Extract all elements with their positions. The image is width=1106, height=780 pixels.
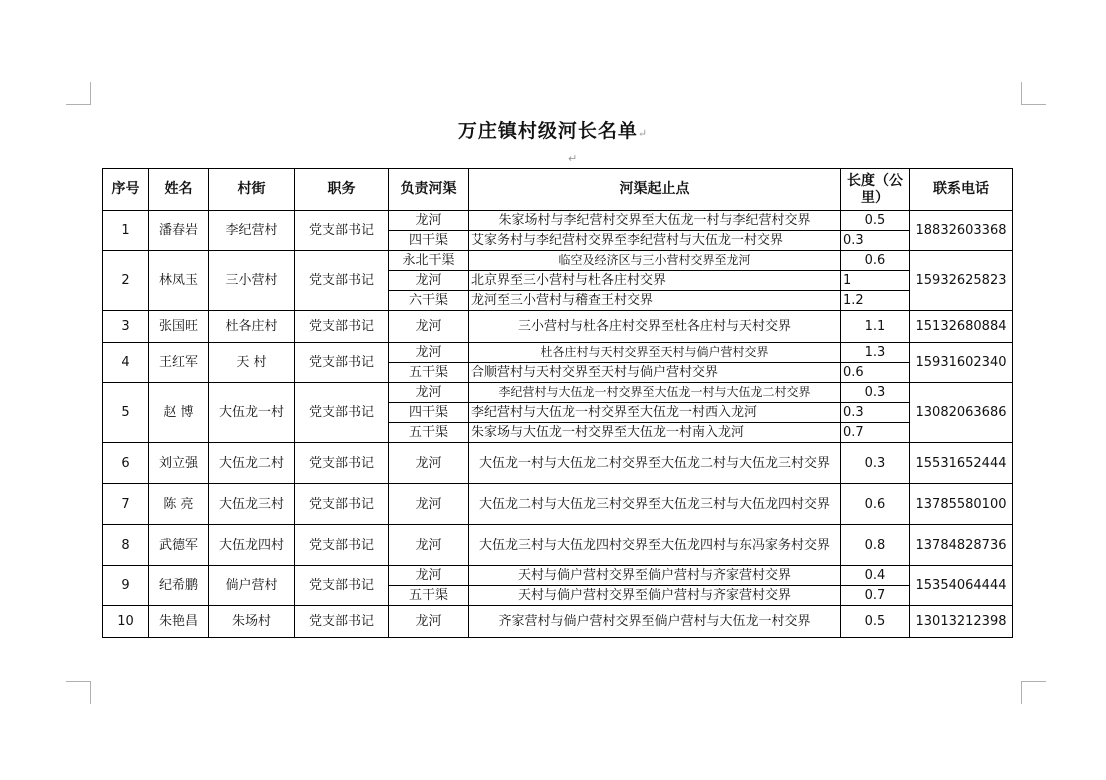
cell-span: 李纪营村与大伍龙一村交界至大伍龙一村与大伍龙二村交界 (469, 383, 841, 403)
table-row (103, 251, 1013, 271)
cell-span: 大伍龙二村与大伍龙三村交界至大伍龙三村与大伍龙四村交界 (469, 484, 841, 525)
cell-position: 党支部书记 (295, 383, 389, 443)
cell-length: 0.7 (841, 586, 910, 606)
cell-position: 党支部书记 (295, 606, 389, 638)
cell-span: 朱家场与大伍龙一村交界至大伍龙一村南入龙河 (469, 423, 841, 443)
cell-phone: 13785580100 (910, 484, 1013, 525)
table-row (103, 525, 1013, 566)
cell-span: 大伍龙一村与大伍龙二村交界至大伍龙二村与大伍龙三村交界 (469, 443, 841, 484)
cell-name: 赵 博 (149, 383, 209, 443)
cell-name: 纪希鹏 (149, 566, 209, 606)
cell-phone: 18832603368 (910, 211, 1013, 251)
cell-position: 党支部书记 (295, 211, 389, 251)
cell-span: 艾家务村与李纪营村交界至李纪营村与大伍龙一村交界 (469, 231, 841, 251)
cell-position: 党支部书记 (295, 251, 389, 311)
header-span: 河渠起止点 (469, 169, 841, 211)
crop-mark-bottom-left (66, 681, 91, 704)
cell-name: 朱艳昌 (149, 606, 209, 638)
cell-river: 龙河 (389, 271, 469, 291)
table-row (103, 211, 1013, 231)
table-row (103, 443, 1013, 484)
crop-mark-bottom-right (1021, 681, 1046, 704)
cell-river: 六干渠 (389, 291, 469, 311)
cell-position: 党支部书记 (295, 484, 389, 525)
cell-phone: 15132680884 (910, 311, 1013, 343)
cell-span: 天村与倘户营村交界至倘户营村与齐家营村交界 (469, 586, 841, 606)
cell-river: 龙河 (389, 566, 469, 586)
header-phone: 联系电话 (910, 169, 1013, 211)
cell-river: 五干渠 (389, 423, 469, 443)
cell-index: 3 (103, 311, 149, 343)
cell-length: 0.3 (841, 403, 910, 423)
table-row (103, 566, 1013, 586)
cell-span: 合顺营村与天村交界至天村与倘户营村交界 (469, 363, 841, 383)
crop-mark-top-left (66, 82, 91, 105)
table-header-row (103, 169, 1013, 211)
cell-village: 大伍龙三村 (209, 484, 295, 525)
cell-name: 陈 亮 (149, 484, 209, 525)
cell-phone: 13784828736 (910, 525, 1013, 566)
cell-position: 党支部书记 (295, 566, 389, 606)
cell-index: 8 (103, 525, 149, 566)
cell-index: 10 (103, 606, 149, 638)
cell-name: 刘立强 (149, 443, 209, 484)
cell-index: 6 (103, 443, 149, 484)
cell-name: 武德军 (149, 525, 209, 566)
cell-index: 4 (103, 343, 149, 383)
cell-phone: 15531652444 (910, 443, 1013, 484)
cell-river: 永北干渠 (389, 251, 469, 271)
cell-length: 0.6 (841, 484, 910, 525)
cell-length: 0.4 (841, 566, 910, 586)
cell-length: 0.5 (841, 211, 910, 231)
paragraph-mark-icon: ↵ (568, 152, 578, 165)
cell-river: 龙河 (389, 606, 469, 638)
cell-position: 党支部书记 (295, 525, 389, 566)
cell-span: 龙河至三小营村与稽查王村交界 (469, 291, 841, 311)
cell-river: 四干渠 (389, 403, 469, 423)
cell-river: 龙河 (389, 311, 469, 343)
cell-name: 王红军 (149, 343, 209, 383)
document-title-line (0, 116, 1106, 143)
table-row (103, 606, 1013, 638)
cell-river: 龙河 (389, 343, 469, 363)
cell-river: 五干渠 (389, 363, 469, 383)
cell-village: 大伍龙二村 (209, 443, 295, 484)
cell-span: 大伍龙三村与大伍龙四村交界至大伍龙四村与东冯家务村交界 (469, 525, 841, 566)
cell-index: 7 (103, 484, 149, 525)
cell-village: 三小营村 (209, 251, 295, 311)
header-name: 姓名 (149, 169, 209, 211)
cell-length: 0.7 (841, 423, 910, 443)
crop-mark-top-right (1021, 82, 1046, 105)
cell-phone: 15931602340 (910, 343, 1013, 383)
cell-village: 倘户营村 (209, 566, 295, 606)
cell-phone: 13082063686 (910, 383, 1013, 443)
cell-village: 朱场村 (209, 606, 295, 638)
table-row (103, 311, 1013, 343)
cell-phone: 15932625823 (910, 251, 1013, 311)
cell-span: 临空及经济区与三小营村交界至龙河 (469, 251, 841, 271)
cell-index: 1 (103, 211, 149, 251)
cell-length: 0.3 (841, 383, 910, 403)
cell-position: 党支部书记 (295, 343, 389, 383)
cell-river: 龙河 (389, 484, 469, 525)
cell-span: 北京界至三小营村与杜各庄村交界 (469, 271, 841, 291)
cell-length: 0.5 (841, 606, 910, 638)
cell-index: 2 (103, 251, 149, 311)
cell-river: 龙河 (389, 383, 469, 403)
cell-length: 0.6 (841, 363, 910, 383)
cell-position: 党支部书记 (295, 311, 389, 343)
cell-village: 大伍龙四村 (209, 525, 295, 566)
cell-span: 朱家场村与李纪营村交界至大伍龙一村与李纪营村交界 (469, 211, 841, 231)
table-row (103, 383, 1013, 403)
cell-name: 林凤玉 (149, 251, 209, 311)
cell-span: 李纪营村与大伍龙一村交界至大伍龙一村西入龙河 (469, 403, 841, 423)
paragraph-mark-icon: ↵ (637, 127, 649, 140)
cell-index: 5 (103, 383, 149, 443)
cell-span: 杜各庄村与天村交界至天村与倘户营村交界 (469, 343, 841, 363)
cell-span: 天村与倘户营村交界至倘户营村与齐家营村交界 (469, 566, 841, 586)
cell-length: 0.8 (841, 525, 910, 566)
cell-length: 0.6 (841, 251, 910, 271)
document-title: 万庄镇村级河长名单 (457, 120, 638, 142)
cell-river: 五干渠 (389, 586, 469, 606)
header-village: 村街 (209, 169, 295, 211)
cell-village: 天 村 (209, 343, 295, 383)
cell-length: 1.2 (841, 291, 910, 311)
cell-village: 李纪营村 (209, 211, 295, 251)
cell-river: 龙河 (389, 525, 469, 566)
cell-name: 潘春岩 (149, 211, 209, 251)
cell-name: 张国旺 (149, 311, 209, 343)
header-length: 长度（公里） (841, 169, 910, 211)
table-row (103, 343, 1013, 363)
cell-river: 龙河 (389, 211, 469, 231)
cell-river: 龙河 (389, 443, 469, 484)
cell-length: 0.3 (841, 443, 910, 484)
cell-village: 杜各庄村 (209, 311, 295, 343)
cell-phone: 15354064444 (910, 566, 1013, 606)
cell-span: 三小营村与杜各庄村交界至杜各庄村与天村交界 (469, 311, 841, 343)
river-chief-table (102, 168, 1013, 638)
cell-position: 党支部书记 (295, 443, 389, 484)
table-row (103, 484, 1013, 525)
cell-village: 大伍龙一村 (209, 383, 295, 443)
cell-river: 四干渠 (389, 231, 469, 251)
cell-length: 0.3 (841, 231, 910, 251)
header-river: 负责河渠 (389, 169, 469, 211)
cell-length: 1.1 (841, 311, 910, 343)
header-index: 序号 (103, 169, 149, 211)
cell-phone: 13013212398 (910, 606, 1013, 638)
cell-length: 1.3 (841, 343, 910, 363)
cell-index: 9 (103, 566, 149, 606)
cell-length: 1 (841, 271, 910, 291)
header-position: 职务 (295, 169, 389, 211)
cell-span: 齐家营村与倘户营村交界至倘户营村与大伍龙一村交界 (469, 606, 841, 638)
